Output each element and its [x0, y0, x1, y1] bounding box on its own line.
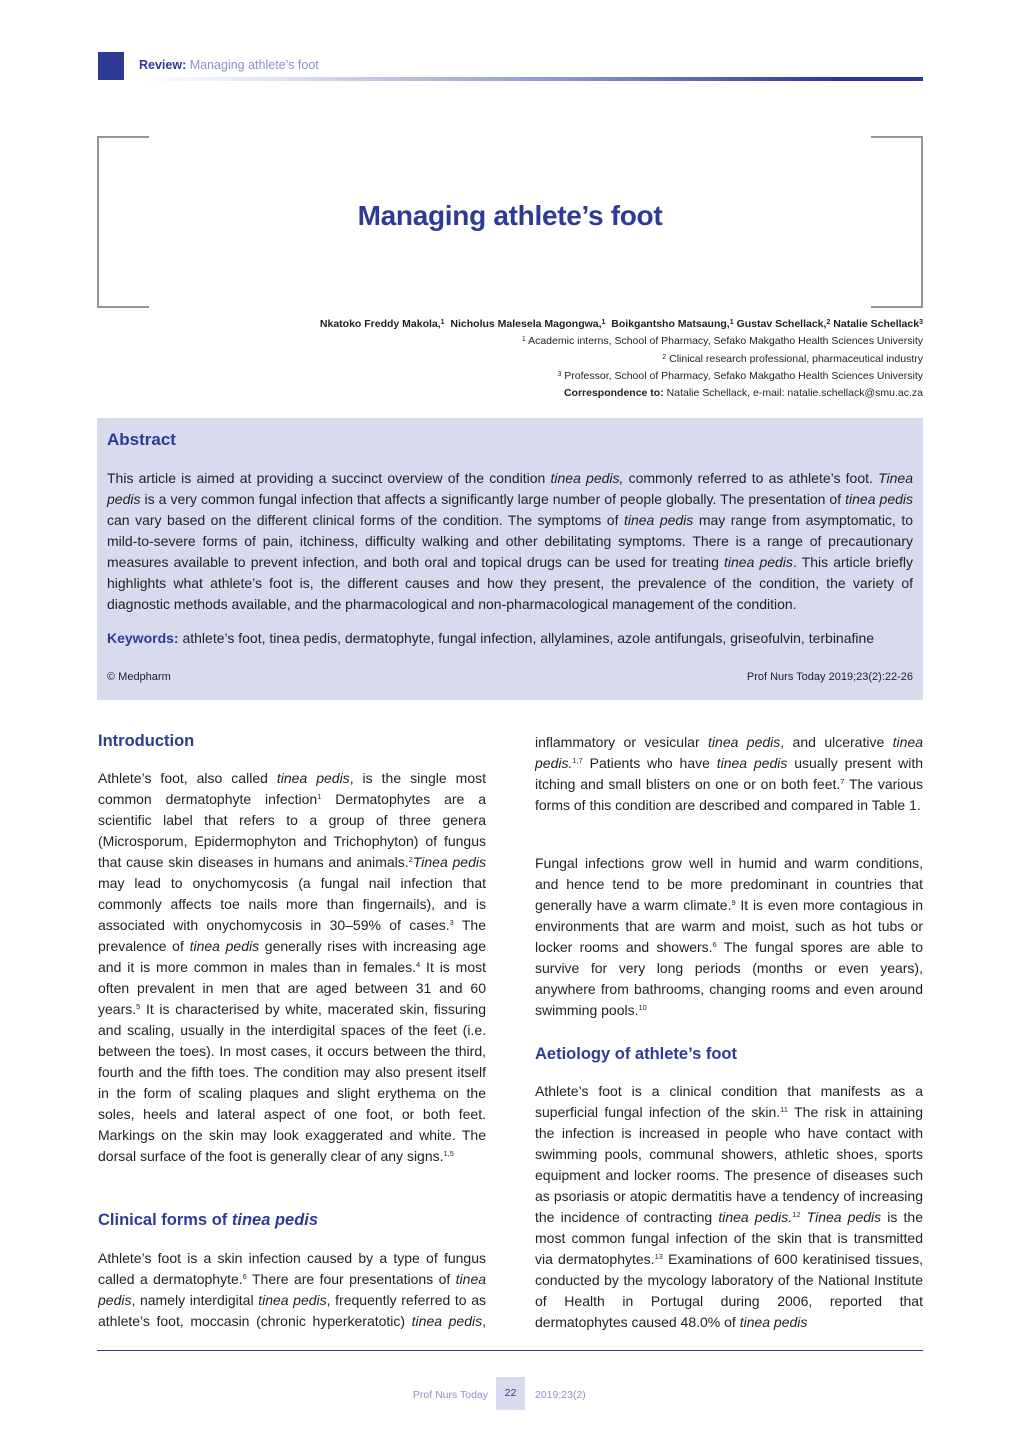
author-block [320, 316, 923, 402]
correspondence: Correspondence to: Natalie Schellack, e-mail: natalie.schellack@smu.ac.za [563, 387, 923, 400]
keywords [107, 630, 913, 646]
section-heading-introduction: Introduction [98, 732, 195, 750]
author-name: Nicholus Malesela Magongwa, [450, 318, 602, 330]
footer-rule [97, 1350, 923, 1351]
section-heading-aetiology: Aetiology of athlete’s foot [535, 1045, 737, 1063]
section-heading-clinical-forms: Clinical forms of tinea pedis [98, 1211, 319, 1229]
author-name: Boikgantsho Matsaung, [611, 318, 730, 330]
footer-issue: 2019;23(2) [535, 1389, 586, 1401]
author-name: Natalie Schellack [833, 318, 920, 330]
abstract-text: This article is aimed at providing a succinct overview of the condition tinea pedis, commonly referred to as athlete’s foot. Tinea pedis is a very common fungal infection that affects a significantly large number of people globally. The presentation of tinea pedis can vary based on the different clinical forms of the condition. The symptoms of tinea pedis may range from asymptomatic, to mild-to-severe forms of pain, itchiness, difficulty walking and other debilitating symptoms. There is a range of precautionary measures available to prevent infection, and both oral and topical drugs can be used for treating tinea pedis. This article briefly highlights what athlete’s foot is, the different causes and how they present, the prevalence of the condition, the variety of diagnostic methods available, and the pharmacological and non-pharmacological management of the condition. [107, 470, 913, 612]
header-marker [98, 52, 124, 80]
clinical-forms-text: Athlete’s foot is a skin infection caused by a type of fungus called a dermatophyte.$^6$ There are four presentations of tinea pedis, namely interdigital tinea pedis, frequently referred to as athlete’s foot, moccasin (chronic hyperkeratotic) tinea pedis, [98, 1250, 486, 1329]
article-title: Managing athlete’s foot [357, 200, 663, 231]
author-name: Gustav Schellack, [736, 318, 827, 330]
copyright: © Medpharm [107, 671, 171, 683]
affiliation: $^1$ Academic interns, School of Pharmacy, Sefako Makgatho Health Sciences University [521, 335, 923, 348]
introduction-text: Athlete’s foot, also called tinea pedis, is the single most common dermatophyte infection$^1$ Dermatophytes are a scientific label that refers to a group of three genera (Microsporum, Epidermophyton and Trichophyton) of fungus that cause skin diseases in humans and animals.$^2$Tinea pedis may lead to onychomycosis (a fungal nail infection that commonly affects toe nails more than fingernails), and is associated with onychomycosis in 30–59% of cases.$^3$ The prevalence of tinea pedis generally rises with increasing age and it is more common in males than in females.$^4$ It is most often prevalent in men that are aged between 31 and 60 years.$^5$ It is characterised by white, macerated skin, fissuring and scaling, usually in the interdigital spaces of the feet (i.e. between the toes). In most cases, it occurs between the third, fourth and the fifth toes. The condition may also present itself in the form of scaling plaques and slight erythema on the soles, heels and lateral aspect of one foot, or both feet. Markings on the skin may look exaggerated and white. The dorsal surface of the foot is generally clear of any signs.$^{1,5}$ [98, 770, 487, 1164]
header-rule [139, 77, 923, 81]
running-header-label: Review: [139, 58, 187, 72]
aetiology-text: Athlete’s foot is a clinical condition that manifests as a superficial fungal infection of the skin.$^{11}$ The risk in attaining the infection is increased in people who have contact with swimming pools, communal showers, athletic shoes, sports equipment and locker rooms. The presence of diseases such as psoriasis or atopic dermatitis have a tendency of increasing the incidence of contracting tinea pedis.$^{12}$ Tinea pedis is the most common fungal infection of the skin that is transmitted via dermatophytes.$^{13}$ Examinations of 600 keratinised tissues, conducted by the mycology laboratory of the National Institute of Health in Portugal during 2006, reported that dermatophytes caused 48.0% of tinea pedis [535, 1083, 923, 1330]
keywords-list: athlete’s foot, tinea pedis, dermatophyte, fungal infection, allylamines, azole antifungals, griseofulvin, terbinafine [182, 630, 875, 646]
author-name: Nkatoko Freddy Makola, [319, 318, 441, 330]
correspondence-email[interactable]: Natalie Schellack, e-mail: natalie.schellack@smu.ac.za [666, 387, 923, 400]
page-number: 22 [496, 1377, 525, 1410]
affiliation: $^2$ Clinical research professional, pharmaceutical industry [662, 352, 923, 365]
abstract-heading: Abstract [107, 430, 176, 449]
footer-journal: Prof Nurs Today [412, 1389, 488, 1401]
affiliation: $^3$ Professor, School of Pharmacy, Sefako Makgatho Health Sciences University [557, 369, 923, 382]
author-list: Nkatoko Freddy Makola,$^1$ Nicholus Malesela Magongwa,$^1$ Boikgantsho Matsaung,$^1$ Gustav Schellack,$^2$ Natalie Schellack$^3$ [319, 318, 923, 330]
clinical-conditions-text: Fungal infections grow well in humid and warm conditions, and hence tend to be more predominant in countries that generally have a warm climate.$^9$ It is even more contagious in environments that are warm and moist, such as hot tubs or locker rooms and showers.$^6$ The fungal spores are able to survive for very long periods (months or even years), anywhere from bathrooms, changing rooms and even around swimming pools.$^{10}$ [535, 855, 923, 1018]
citation: Prof Nurs Today 2019;23(2):22-26 [746, 671, 913, 683]
clinical-forms-text-continued: inflammatory or vesicular tinea pedis, and ulcerative tinea pedis.$^{1,7}$ Patients who have tinea pedis usually present with itching and small blisters on one or on both feet.$^7$ The various forms of this condition are described and compared in Table 1. [535, 734, 923, 813]
running-header-title: Managing athlete’s foot [189, 58, 319, 72]
keywords-label: Keywords: [107, 630, 179, 646]
abstract-box [97, 418, 923, 700]
running-header [139, 58, 319, 72]
